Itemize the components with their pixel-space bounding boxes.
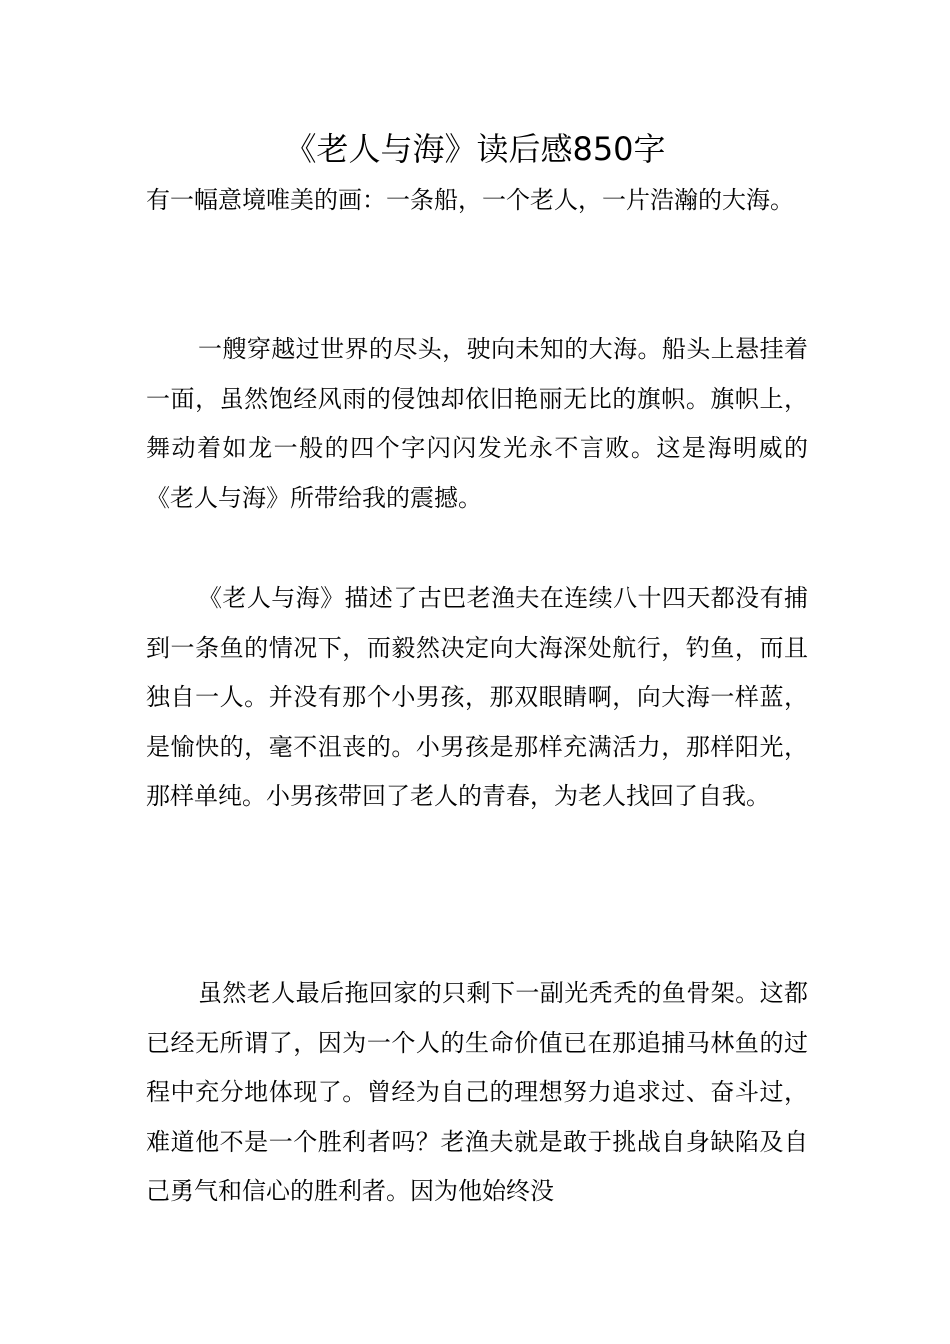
paragraph-4: 虽然老人最后拖回家的只剩下一副光秃秃的鱼骨架。这都已经无所谓了，因为一个人的生命价值已在那追捕马林鱼的过程中充分地体现了。曾经为自己的理想努力追求过、奋斗过，难道他不是一个胜利者吗？老渔夫就是敢于挑战自身缺陷及自己勇气和信心的胜利者。因为他始终没 xyxy=(146,979,808,1205)
paragraph-2: 一艘穿越过世界的尽头，驶向未知的大海。船头上悬挂着一面，虽然饱经风雨的侵蚀却依旧艳丽无比的旗帜。旗帜上，舞动着如龙一般的四个字闪闪发光永不言败。这是海明威的《老人与海》所带给我的震撼。 xyxy=(146,335,808,512)
document-title: 《老人与海》读后感850字 xyxy=(284,130,666,168)
paragraph-3: 《老人与海》描述了古巴老渔夫在连续八十四天都没有捕到一条鱼的情况下，而毅然决定向大海深处航行，钓鱼，而且独自一人。并没有那个小男孩，那双眼睛啊，向大海一样蓝，是愉快的，毫不沮丧的。小男孩是那样充满活力，那样阳光，那样单纯。小男孩带回了老人的青春，为老人找回了自我。 xyxy=(146,584,808,810)
paragraph-1: 有一幅意境唯美的画：一条船，一个老人，一片浩瀚的大海。 xyxy=(146,186,794,214)
